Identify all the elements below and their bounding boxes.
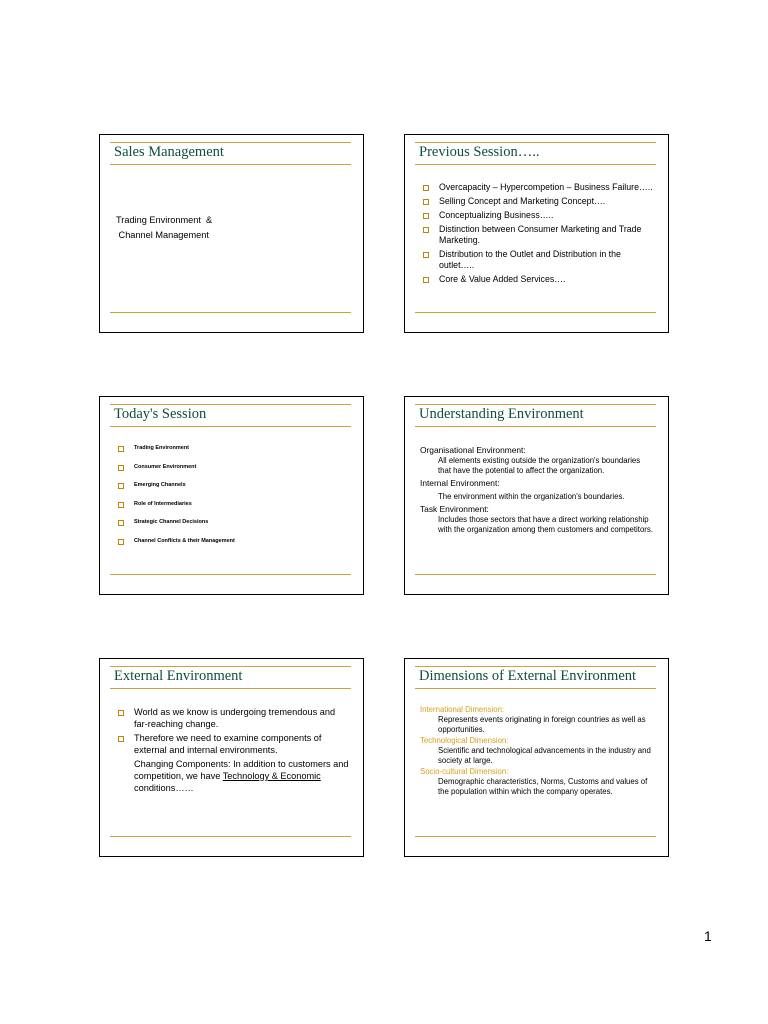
top-rule: [415, 404, 656, 405]
bottom-rule: [415, 574, 656, 575]
title-rule: [415, 688, 656, 689]
slide-title: Dimensions of External Environment: [419, 668, 637, 684]
bullet-item: Selling Concept and Marketing Concept….: [419, 196, 654, 207]
subtitle-line: Channel Management: [116, 230, 209, 240]
page-number: 1: [704, 928, 712, 944]
title-rule: [110, 426, 351, 427]
bullet-item: World as we know is undergoing tremendous and far-reaching change.: [114, 706, 351, 730]
bullet-square-icon: [423, 277, 429, 283]
bullet-square-icon: [423, 185, 429, 191]
title-rule: [415, 164, 656, 165]
bullet-item: Distribution to the Outlet and Distribution in the outlet…..: [419, 249, 654, 271]
section-text: Includes those sectors that have a direct working relationship with the organization among them customers and competitors.: [438, 515, 653, 534]
bullet-item: Therefore we need to examine components of external and internal environments.: [114, 732, 351, 756]
slide-title: External Environment: [114, 668, 243, 684]
section-heading: International Dimension:: [420, 705, 505, 714]
bullet-square-icon: [423, 199, 429, 205]
top-rule: [110, 666, 351, 667]
slide-title: Understanding Environment: [419, 406, 584, 422]
bottom-rule: [110, 574, 351, 575]
title-rule: [110, 164, 351, 165]
bullet-square-icon: [118, 502, 124, 508]
title-rule: [415, 426, 656, 427]
section-heading: Internal Environment:: [420, 478, 500, 488]
bullet-item: Conceptualizing Business…..: [419, 210, 654, 221]
bullet-item: Consumer Environment: [114, 464, 351, 471]
bullet-item: Role of Intermediaries: [114, 501, 351, 508]
changing-components-text: Changing Components: In addition to customers and competition, we have Technology & Economic conditions……: [134, 759, 349, 793]
slide-title: Sales Management: [114, 144, 224, 160]
bottom-rule: [415, 312, 656, 313]
top-rule: [110, 142, 351, 143]
section-text: The environment within the organization's boundaries.: [438, 492, 625, 501]
bullet-item: Distinction between Consumer Marketing and Trade Marketing.: [419, 224, 654, 246]
bullet-square-icon: [118, 446, 124, 452]
section-text: Demographic characteristics, Norms, Customs and values of the population within which the company operates.: [438, 777, 648, 796]
bottom-rule: [110, 312, 351, 313]
slide-external-environment: [99, 658, 364, 857]
bullet-item: Strategic Channel Decisions: [114, 519, 351, 526]
slide-todays-session: [99, 396, 364, 595]
bullet-item: Trading Environment: [114, 445, 351, 452]
section-heading: Organisational Environment:: [420, 445, 526, 455]
section-text: All elements existing outside the organization's boundaries that have the potential to affect the organization.: [438, 456, 641, 475]
section-heading: Task Environment:: [420, 504, 489, 514]
slide-title: Today's Session: [114, 406, 207, 422]
bullet-square-icon: [118, 710, 124, 716]
section-text: Represents events originating in foreign countries as well as opportunities.: [438, 715, 646, 734]
bullet-square-icon: [423, 213, 429, 219]
title-rule: [110, 688, 351, 689]
slide-previous-session: [404, 134, 669, 333]
section-heading: Socio-cultural Dimension:: [420, 767, 509, 776]
bullet-square-icon: [118, 465, 124, 471]
bullet-square-icon: [423, 252, 429, 258]
subtitle-line: Trading Environment &: [116, 215, 213, 225]
bottom-rule: [415, 836, 656, 837]
top-rule: [110, 404, 351, 405]
bullet-square-icon: [118, 483, 124, 489]
underlined-phrase: Technology & Economic: [222, 771, 321, 781]
bullet-item: Core & Value Added Services….: [419, 274, 654, 285]
slide-title: Previous Session…..: [419, 144, 540, 160]
bullet-item: Channel Conflicts & their Management: [114, 538, 351, 545]
slide-dimensions-external-environment: [404, 658, 669, 857]
bullet-square-icon: [118, 539, 124, 545]
section-text: Scientific and technological advancements in the industry and society at large.: [438, 746, 651, 765]
bullet-item: Overcapacity – Hypercompetion – Business Failure…..: [419, 182, 654, 193]
bullet-item: Emerging Channels: [114, 482, 351, 489]
slide-understanding-environment: [404, 396, 669, 595]
top-rule: [415, 666, 656, 667]
bottom-rule: [110, 836, 351, 837]
section-heading: Technological Dimension:: [420, 736, 509, 745]
bullet-square-icon: [423, 227, 429, 233]
bullet-square-icon: [118, 520, 124, 526]
top-rule: [415, 142, 656, 143]
slide-sales-management: [99, 134, 364, 333]
bullet-square-icon: [118, 736, 124, 742]
